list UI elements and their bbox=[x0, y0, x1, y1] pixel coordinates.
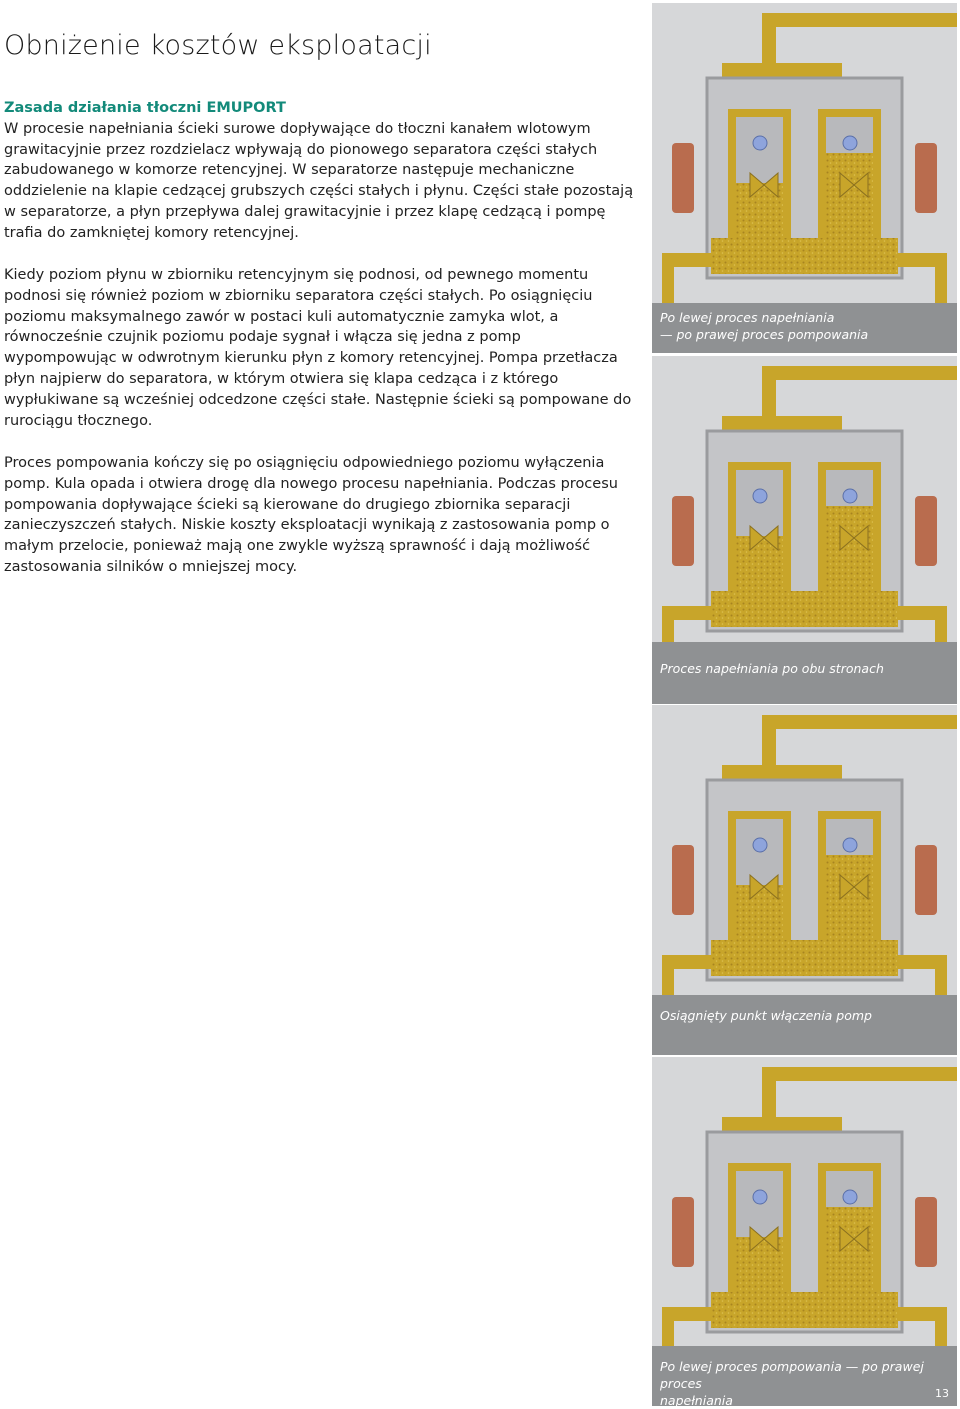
caption-line: Proces napełniania po obu stronach bbox=[660, 661, 884, 676]
figure-caption bbox=[652, 995, 957, 1055]
diagram-pump-start bbox=[652, 705, 957, 995]
caption-line: Po lewej proces napełniania bbox=[660, 310, 835, 325]
paragraph-pumping: Kiedy poziom płynu w zbiorniku retencyjnym się podnosi, od pewnego momentu podnosi się również poziom w zbiorniku separatora części stałych. Po osiągnięciu poziomu maksymalnego zawór w postaci kuli automatycznie zamyka wlot, a równocześnie czujnik poziomu podaje sygnał i włącza się jedna z pomp wypompowując w odwrotnym kierunku płyn z komory retencyjnej. Pompa przetłacza płyn najpierw do separatora, w którym otwiera się klapa cedząca i z którego wypłukiwane są wcześniej odcedzone części stałe. Następnie ścieki są pompowane do rurociągu tłocznego. bbox=[4, 267, 632, 429]
figure-caption bbox=[652, 303, 957, 353]
caption-line: Osiągnięty punkt włączenia pomp bbox=[660, 1008, 872, 1023]
paragraph-costs: Proces pompowania kończy się po osiągnięciu odpowiedniego poziomu wyłączenia pomp. Kula opada i otwiera drogę dla nowego procesu napełniania. Podczas procesu pompowania dopływające ścieki są kierowane do drugiego zbiornika separacji zanieczyszczeń stałych. Niskie koszty eksploatacji wynikają z zastosowania pomp o małym przelocie, ponieważ mają one zwykle wyższą sprawność i dają możliwość zastosowania silników o mniejszej mocy. bbox=[4, 455, 618, 575]
diagram-filling-both bbox=[652, 356, 957, 642]
page-title: Obniżenie kosztów eksploatacji bbox=[4, 30, 432, 61]
caption-line: — po prawej proces pompowania bbox=[660, 327, 869, 342]
paragraph-filling: W procesie napełniania ścieki surowe dopływające do tłoczni kanałem wlotowym grawitacyjnie przez rozdzielacz wpływają do pionowego separatora części stałych zabudowanego w komorze retencyjnej. W separatorze następuje mechaniczne oddzielenie na klapie cedzącej grubszych części stałych i płynu. Części stałe pozostają w separatorze, a płyn przepływa dalej grawitacyjnie i przez klapę cedzącą i pompę trafia do zamkniętej komory retencyjnej. bbox=[4, 120, 634, 241]
intro-section bbox=[4, 98, 634, 244]
caption-line: napełniania bbox=[660, 1393, 733, 1408]
section-heading: Zasada działania tłoczni EMUPORT bbox=[4, 100, 286, 116]
caption-line: Po lewej proces pompowania — po prawej proces bbox=[660, 1359, 924, 1391]
diagram-pumping-filling bbox=[652, 1057, 957, 1346]
diagram-filling-pumping bbox=[652, 3, 957, 303]
figure-caption bbox=[652, 642, 957, 704]
figure-caption bbox=[652, 1346, 957, 1406]
page-number: 13 bbox=[935, 1387, 949, 1400]
